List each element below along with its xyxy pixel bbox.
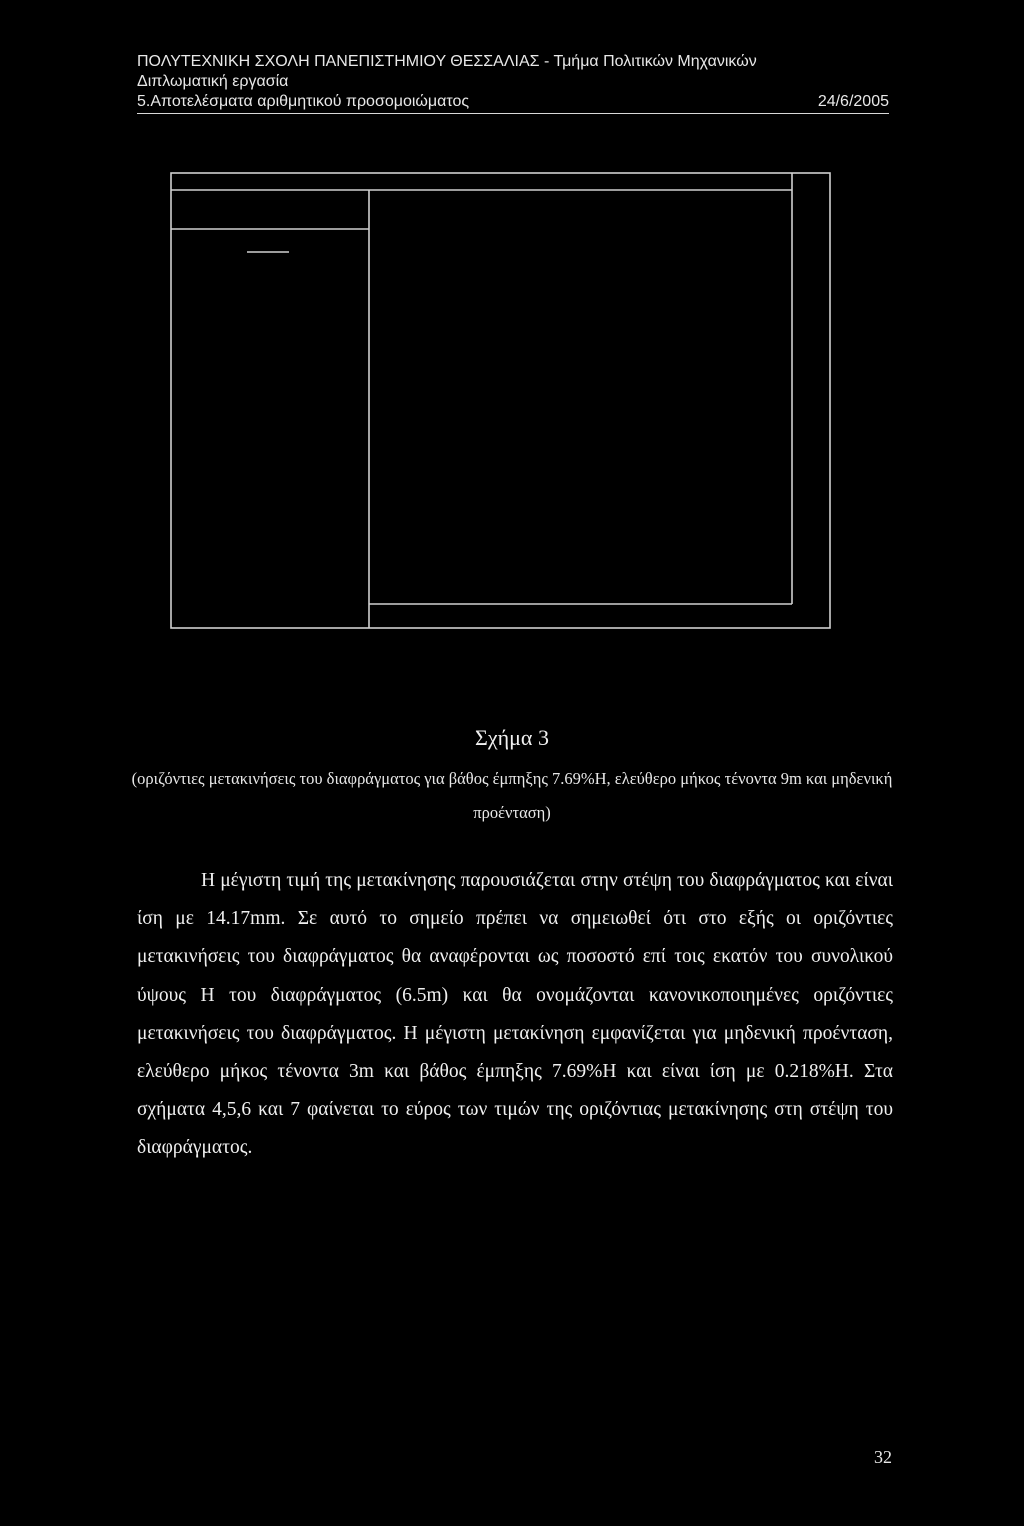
header-section-title: 5.Αποτελέσματα αριθμητικού προσομοιώματος — [137, 93, 470, 110]
figure-3-drawing — [0, 0, 1024, 720]
body-paragraph: Η μέγιστη τιμή της μετακίνησης παρουσιάζεται στην στέψη του διαφράγματος και είναι ίση με 14.17mm. Σε αυτό το σημείο πρέπει να σημειωθεί ότι στο εξής οι οριζόντιες μετακινήσεις του διαφράγματος θα αναφέρονται ως ποσοστό επί τοις εκατόν του συνολικού ύψους Η του διαφράγματος (6.5m) και θα ονομάζονται κανονικοποιημένες οριζόντιες μετακινήσεις του διαφράγματος. Η μέγιστη μετακίνηση εμφανίζεται για μηδενική προένταση, ελεύθερο μήκος τένοντα 3m και βάθος έμπηξης 7.69%Η και είναι ίση με 0.218%Η. Στα σχήματα 4,5,6 και 7 φαίνεται το εύρος των τιμών της οριζόντιας μετακίνησης στη στέψη του διαφράγματος. — [137, 870, 893, 1159]
header-document-type: Διπλωματική εργασία — [137, 73, 289, 90]
header-institution: ΠΟΛΥΤΕΧΝΙΚΗ ΣΧΟΛΗ ΠΑΝΕΠΙΣΤΗΜΙΟΥ ΘΕΣΣΑΛΙΑΣ - Τμήμα Πολιτικών Μηχανικών — [137, 53, 757, 70]
figure-caption: (οριζόντιες μετακινήσεις του διαφράγματος για βάθος έμπηξης 7.69%Η, ελεύθερο μήκος τένοντα 9m και μηδενική προένταση) — [131, 769, 893, 822]
figure-outer-frame — [171, 173, 830, 628]
page-number: 32 — [874, 1447, 892, 1467]
header-date: 24/6/2005 — [817, 93, 889, 110]
figure-title: Σχήμα 3 — [475, 725, 549, 750]
